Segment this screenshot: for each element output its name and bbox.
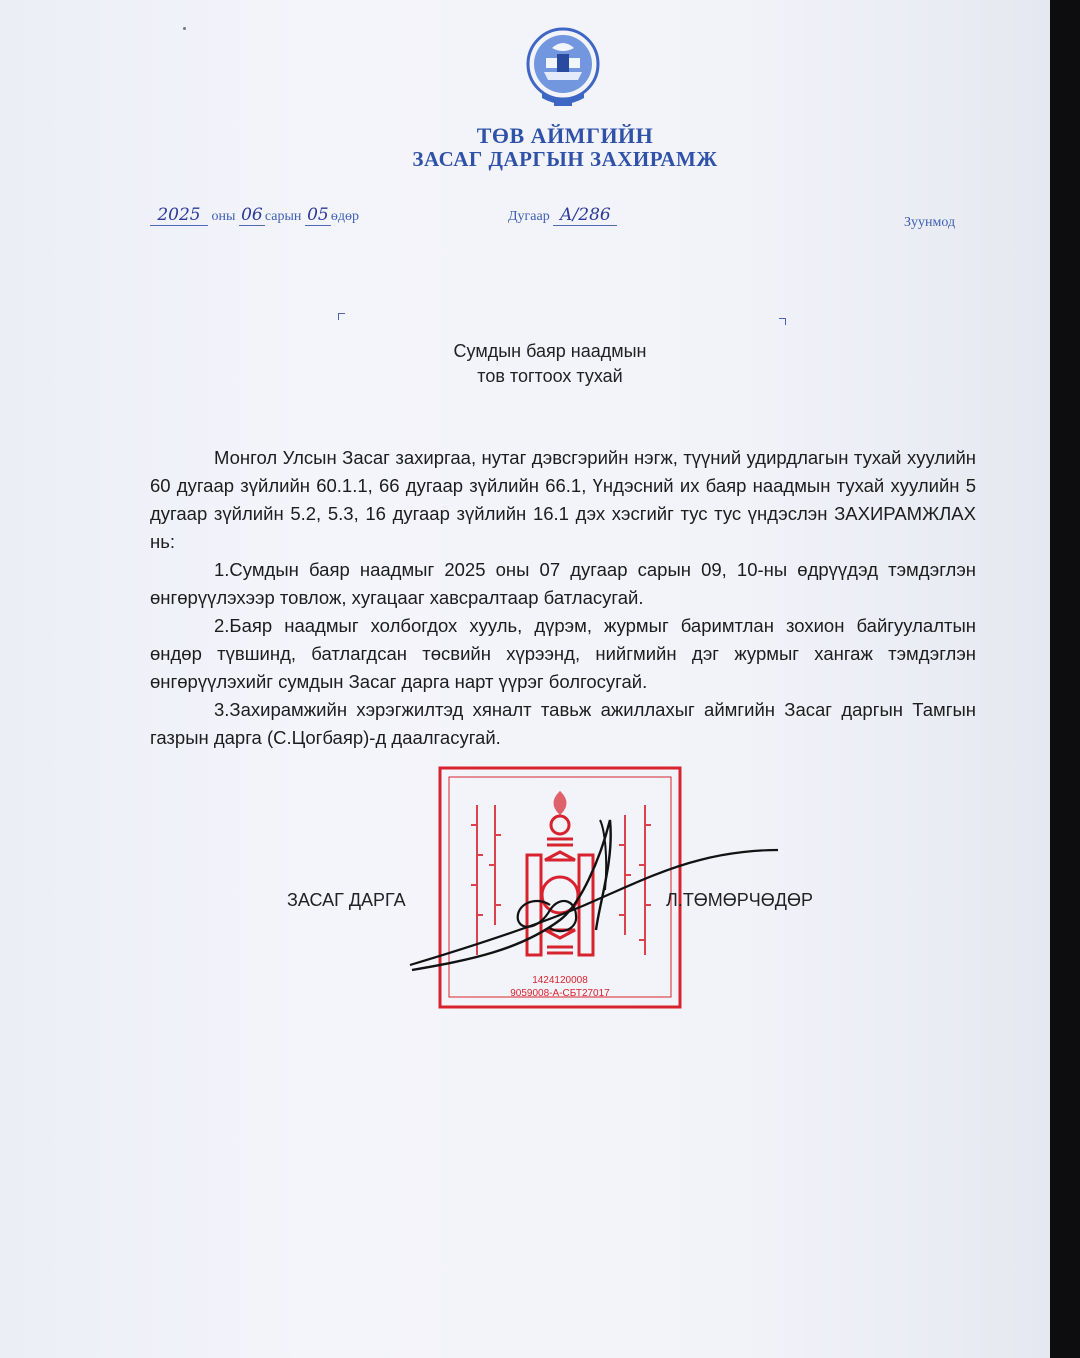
date-year-suffix: оны — [211, 209, 236, 224]
header-line-2: ЗАСАГ ДАРГЫН ЗАХИРАМЖ — [412, 147, 718, 171]
signer-name: Л.ТӨМӨРЧӨДӨР — [666, 890, 814, 910]
order-title — [0, 339, 1080, 389]
date-day: 05 — [305, 205, 331, 226]
header-line-1: ТӨВ АЙМГИЙН — [476, 123, 654, 148]
title-corner-right — [779, 318, 786, 325]
date-year: 2025 — [150, 205, 208, 226]
title-line-2: тов тогтоох тухай — [477, 366, 623, 386]
preamble-paragraph: Монгол Улсын Засаг захиргаа, нутаг дэвсгэрийн нэгж, түүний удирдлагын тухай хуулийн 60 дугаар зүйлийн 60.1.1, 66 дугаар зүйлийн 66.1, Үндэсний их баяр наадмын тухай хуулийн 5 дугаар зүйлийн 5.2, 5.3, 16 дугаар зүйлийн 16.1 дэх хэсгийг тус тус үндэслэн ЗАХИРАМЖЛАХ нь: — [150, 447, 976, 552]
stamp-code-2: 9059008-А-СБТ27017 — [510, 988, 610, 999]
state-emblem-icon — [524, 26, 602, 108]
order-body — [150, 444, 976, 752]
number-field — [508, 205, 617, 235]
title-line-1: Сумдын баяр наадмын — [453, 341, 647, 361]
place-label: Зуунмод — [904, 215, 956, 230]
item-2: 2.Баяр наадмыг холбогдох хууль, дүрэм, журмыг баримтлан зохион байгуулалтын өндөр түвшинд, батлагдсан төсвийн хүрээнд, нийгмийн дэг журмыг хангаж тэмдэглэн өнгөрүүлэхийг сумдын Засаг дарга нарт үүрэг болгосугай. — [150, 615, 976, 692]
signer-position: ЗАСАГ ДАРГА — [287, 890, 406, 910]
item-3: 3.Захирамжийн хэрэгжилтэд хяналт тавьж ажиллахыг аймгийн Засаг даргын Тамгын газрын дарга (С.Цогбаяр)-д даалгасугай. — [150, 699, 976, 748]
number-value: А/286 — [553, 205, 617, 226]
item-1: 1.Сумдын баяр наадмыг 2025 оны 07 дугаар сарын 09, 10-ны өдрүүдэд тэмдэглэн өнгөрүүлэхээр товлож, хугацааг хавсралтаар батласугай. — [150, 559, 976, 608]
date-day-suffix: өдөр — [330, 209, 360, 224]
date-field — [150, 205, 359, 235]
date-month: 06 — [239, 205, 265, 226]
handwritten-signature — [400, 800, 790, 990]
title-corner-left — [338, 313, 345, 320]
date-month-suffix: сарын — [264, 209, 302, 224]
number-label: Дугаар — [508, 209, 550, 224]
stamp-code-1: 1424120008 — [532, 975, 588, 986]
speck — [183, 27, 186, 30]
